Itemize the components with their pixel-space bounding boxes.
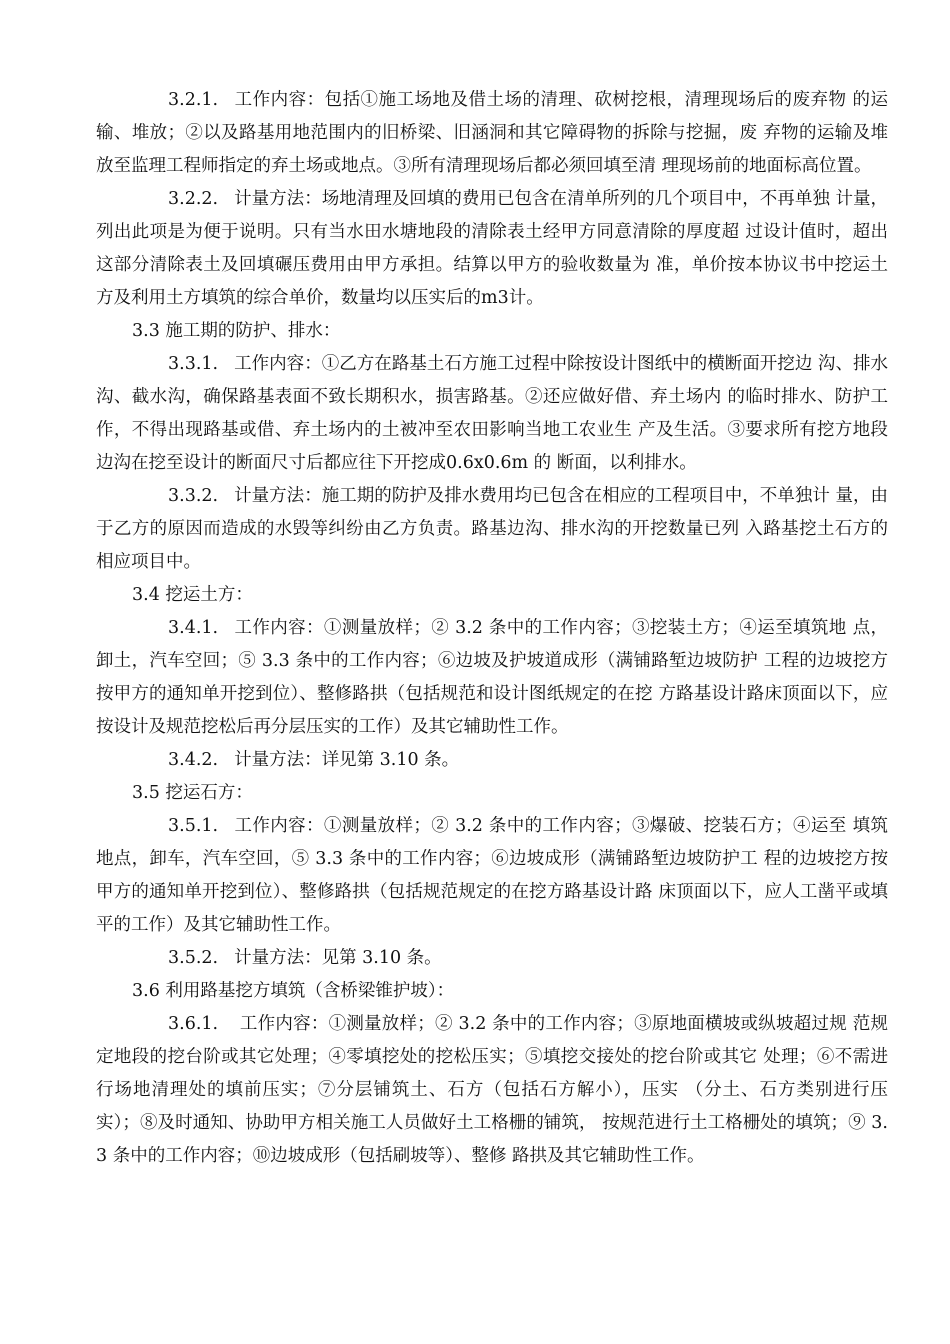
clause-number: 3.3.2. [168, 486, 219, 506]
clause-text: 工作内容：①乙方在路基土石方施工过程中除按设计图纸中的横断面开挖边 沟、排水沟、截水沟，确保路基表面不致长期积水，损害路基。②还应做好借、弃土场内 的临时排水、防护工作，不得出现路基或借、弃土场内的土被冲至农田影响当地工农业生 产及生活。③要求所有挖方地段边沟在挖至设计的断面尺寸后都应往下开挖成0.6x0.6m 的 断面，以利排水。 [96, 354, 888, 473]
section-heading-3-4: 3.4 挖运土方： [132, 585, 253, 605]
clause-number: 3.5.2. [168, 948, 219, 968]
section-heading-3-3: 3.3 施工期的防护、排水： [132, 321, 341, 341]
clause-number: 3.3.1. [168, 354, 219, 374]
section-heading-3-6: 3.6 利用路基挖方填筑（含桥梁锥护坡）： [132, 981, 455, 1001]
clause-text: 计量方法：详见第 3.10 条。 [234, 750, 460, 770]
clause-text: 工作内容：①测量放样；② 3.2 条中的工作内容；③挖装土方；④运至填筑地 点，卸土，汽车空回；⑤ 3.3 条中的工作内容；⑥边坡及护坡道成形（满铺路堑边坡防护 工程的边坡挖方按甲方的通知单开挖到位）、整修路拱（包括规范和设计图纸规定的在挖 方路基设计路床顶面以下，应按设计及规范挖松后再分层压实的工作）及其它辅助性工作。 [96, 618, 888, 737]
paragraph-3-6-1 [96, 1008, 888, 1173]
clause-text: 计量方法：见第 3.10 条。 [234, 948, 442, 968]
clause-number: 3.5.1. [168, 816, 219, 836]
clause-number: 3.6.1. [168, 1014, 219, 1034]
paragraph-3-3-1 [96, 348, 888, 480]
paragraph-3-2-1 [96, 84, 888, 183]
section-heading-3-5: 3.5 挖运石方： [132, 783, 253, 803]
paragraph-3-2-2 [96, 183, 888, 315]
paragraph-3-5-2 [96, 942, 888, 975]
paragraph-3-4-1 [96, 612, 888, 744]
paragraph-3-4-2 [96, 744, 888, 777]
paragraph-3-5-1 [96, 810, 888, 942]
clause-text: 工作内容：①测量放样；② 3.2 条中的工作内容；③原地面横坡或纵坡超过规 范规定地段的挖台阶或其它处理；④零填挖处的挖松压实；⑤填挖交接处的挖台阶或其它 处理；⑥不需进行场地清理处的填前压实；⑦分层铺筑土、石方（包括石方解小），压实 （分土、石方类别进行压实）；⑧及时通知、协助甲方相关施工人员做好土工格栅的铺筑， 按规范进行土工格栅处的填筑；⑨ 3.3 条中的工作内容；⑩边坡成形（包括刷坡等）、整修 路拱及其它辅助性工作。 [96, 1014, 888, 1166]
paragraph-3-3-2 [96, 480, 888, 579]
clause-number: 3.4.1. [168, 618, 219, 638]
clause-text: 工作内容：①测量放样；② 3.2 条中的工作内容；③爆破、挖装石方；④运至 填筑地点，卸车，汽车空回，⑤ 3.3 条中的工作内容；⑥边坡成形（满铺路堑边坡防护工 程的边坡挖方按甲方的通知单开挖到位）、整修路拱（包括规范规定的在挖方路基设计路 床顶面以下，应人工凿平或填平的工作）及其它辅助性工作。 [96, 816, 888, 935]
clause-text: 工作内容：包括①施工场地及借土场的清理、砍树挖根，清理现场后的废弃物 的运输、堆放；②以及路基用地范围内的旧桥梁、旧涵洞和其它障碍物的拆除与挖掘，废 弃物的运输及堆放至监理工程师指定的弃土场或地点。③所有清理现场后都必须回填至清 理现场前的地面标高位置。 [96, 90, 888, 176]
clause-text: 计量方法：场地清理及回填的费用已包含在清单所列的几个项目中，不再单独 计量，列出此项是为便于说明。只有当水田水塘地段的清除表土经甲方同意清除的厚度超 过设计值时，超出这部分清除表土及回填碾压费用由甲方承担。结算以甲方的验收数量为 准，单价按本协议书中挖运土方及利用土方填筑的综合单价，数量均以压实后的m3计。 [96, 189, 888, 308]
clause-number: 3.2.1. [168, 90, 219, 110]
clause-number: 3.2.2. [168, 189, 219, 209]
clause-number: 3.4.2. [168, 750, 219, 770]
clause-text: 计量方法：施工期的防护及排水费用均已包含在相应的工程项目中，不单独计 量，由于乙方的原因而造成的水毁等纠纷由乙方负责。路基边沟、排水沟的开挖数量已列 入路基挖土石方的相应项目中。 [96, 486, 888, 572]
